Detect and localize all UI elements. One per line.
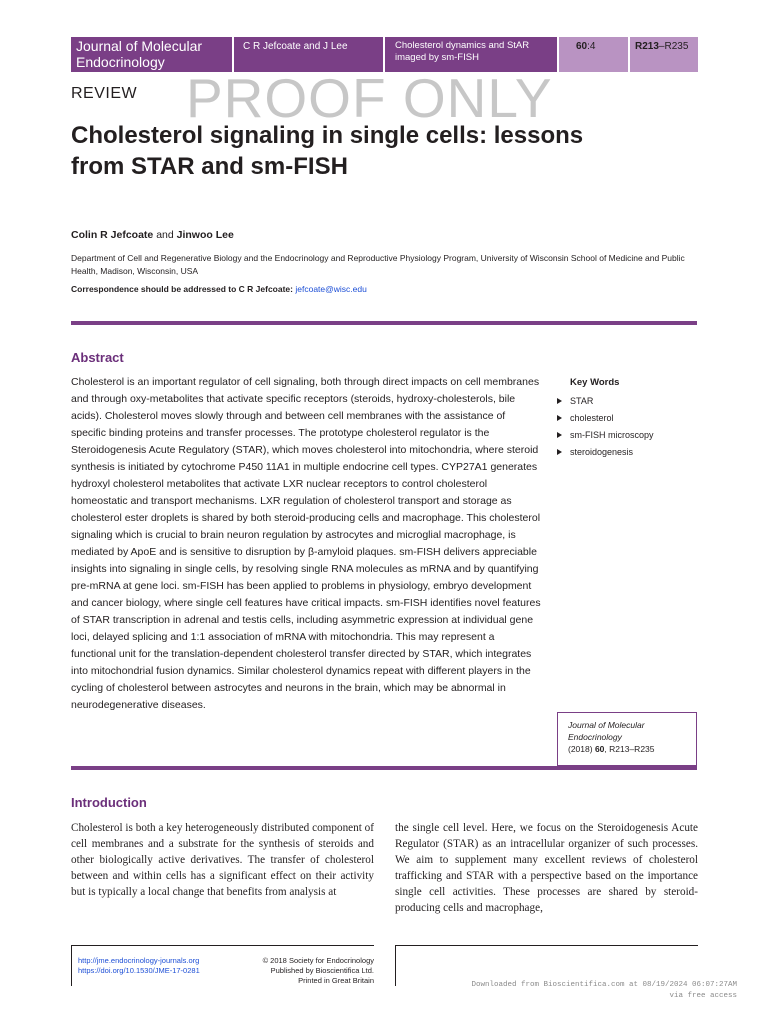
author-joiner: and [153, 229, 177, 241]
author-list [71, 229, 234, 241]
header-volume [559, 37, 628, 72]
citation-journal: Journal of Molecular Endocrinology [568, 720, 645, 742]
introduction-heading: Introduction [71, 795, 147, 810]
header-pages [630, 37, 698, 72]
keyword-item[interactable] [557, 444, 697, 461]
correspondence [71, 284, 367, 294]
publisher-line: Published by Bioscientifica Ltd. [270, 966, 374, 975]
page-start: R213 [635, 41, 659, 52]
journal-url-link[interactable]: http://jme.endocrinology-journals.org [78, 956, 200, 965]
bullet-triangle-icon [557, 449, 562, 455]
proof-watermark: PROOF ONLY [186, 67, 553, 129]
correspondence-label: Correspondence should be addressed to C R Jefcoate: [71, 284, 296, 294]
keyword-label: cholesterol [570, 413, 614, 423]
keywords-heading: Key Words [570, 377, 620, 388]
page-end: –R235 [658, 41, 689, 52]
copyright-line: © 2018 Society for Endocrinology [262, 956, 374, 965]
bullet-triangle-icon [557, 432, 562, 438]
correspondence-email[interactable]: jefcoate@wisc.edu [295, 284, 367, 294]
citation-box [557, 712, 697, 766]
citation-volume: 60 [594, 744, 605, 754]
printed-line: Printed in Great Britain [298, 976, 374, 985]
citation-pages: , R213–R235 [604, 744, 655, 754]
author-first: Colin R Jefcoate [71, 229, 154, 241]
affiliation: Department of Cell and Regenerative Biology and the Endocrinology and Reproductive Physiology Program, University of Wisconsin School of Medicine and Public Health, Madison, Wisconsin, USA [71, 253, 685, 276]
volume-number: 60 [576, 41, 588, 52]
header-short-title: Cholesterol dynamics and StAR imaged by sm-FISH [385, 37, 557, 72]
download-line: Downloaded from Bioscientifica.com at 08/19/2024 06:07:27AM [471, 981, 737, 989]
download-note [471, 980, 737, 1002]
introduction-column-right: the single cell level. Here, we focus on the Steroidogenesis Acute Regulator (STAR) as an intracellular organizer of such processes. We aim to supplement many excellent reviews of cholesterol trafficking and STAR with a perspective based on the importance single cell activities. These processes are shared by steroid-producing cells and macrophage, [395, 822, 698, 914]
author-second: Jinwoo Lee [176, 229, 234, 241]
header-authors: C R Jefcoate and J Lee [234, 37, 383, 72]
section-label: REVIEW [71, 85, 138, 102]
keywords-box [557, 377, 697, 461]
keyword-item[interactable] [557, 410, 697, 427]
bullet-triangle-icon [557, 398, 562, 404]
abstract-text: Cholesterol is an important regulator of cell signaling, both through direct impacts on cell membranes and through oxy-metabolites that activate specific receptors (steroids, hydroxy-cholesterols, bile acids). Cholesterol moves slowly through and between cell membranes with the assistance of specific binding proteins and transfer processes. The prototype cholesterol regulator is the Steroidogenesis Acute Regulatory (STAR), which moves cholesterol into mitochondria, where steroid synthesis is initiated by cytochrome P450 11A1 in multiple endocrine cell types. CYP27A1 generates hydroxyl cholesterol metabolites that activate LXR nuclear receptors to control cholesterol homeostatic and transport mechanisms. LXR regulation of cholesterol transport and storage as cholesterol ester droplets is shared by both steroid-producing cells and macrophage. This cholesterol signaling which is crucial to brain neuron regulation by astrocytes and microglial macrophage, is mediated by ApoE and is sensitive to disruption by β-amyloid plaques. sm-FISH delivers appreciable insights into signaling in single cells, by resolving single RNA molecules as mRNA and by quantifying pre-mRNA at gene loci. sm-FISH has been applied to problems in physiology, embryo development and cancer biology, where single cell features have critical impacts. sm-FISH identifies novel features of STAR transcription in adrenal and testis cells, including asymmetric expression at individual gene loci, delayed splicing and 1:1 association of mRNA with mitochondria. This may represent a functional unit for the translation-dependent cholesterol transfer directed by STAR, which integrates into mitochondrial fusion dynamics. Similar cholesterol dynamics repeat with different players in the cycling of cholesterol between astrocytes and neurons in the brain, which may be abnormal in neurodegenerative diseases. [71, 376, 541, 711]
bullet-triangle-icon [557, 415, 562, 421]
keyword-label: steroidogenesis [570, 447, 634, 457]
issue-number: :4 [587, 41, 596, 52]
keyword-label: sm-FISH microscopy [570, 430, 654, 440]
keyword-label: STAR [570, 396, 594, 406]
abstract-heading: Abstract [71, 350, 124, 365]
introduction-column-left: Cholesterol is both a key heterogeneously distributed component of cell membranes and a substrate for the synthesis of steroids and other biologically active derivatives. The transfer of cholesterol between and within cells has a significant effect on their activity but is typically a local change that benefits from analysis at [71, 822, 374, 898]
footer-left [71, 945, 374, 986]
citation-year: (2018) [568, 744, 595, 754]
divider-top [71, 321, 697, 325]
divider-bottom [71, 766, 697, 770]
footer-links [78, 956, 200, 976]
journal-name[interactable]: Journal of Molecular Endocrinology [71, 37, 232, 72]
access-line: via free access [669, 992, 737, 1000]
doi-link[interactable]: https://doi.org/10.1530/JME-17-0281 [78, 966, 200, 975]
keyword-item[interactable] [557, 427, 697, 444]
footer-copyright [263, 956, 374, 986]
article-title: Cholesterol signaling in single cells: lessons from STAR and sm-FISH [71, 122, 584, 180]
keyword-item[interactable] [557, 393, 697, 410]
